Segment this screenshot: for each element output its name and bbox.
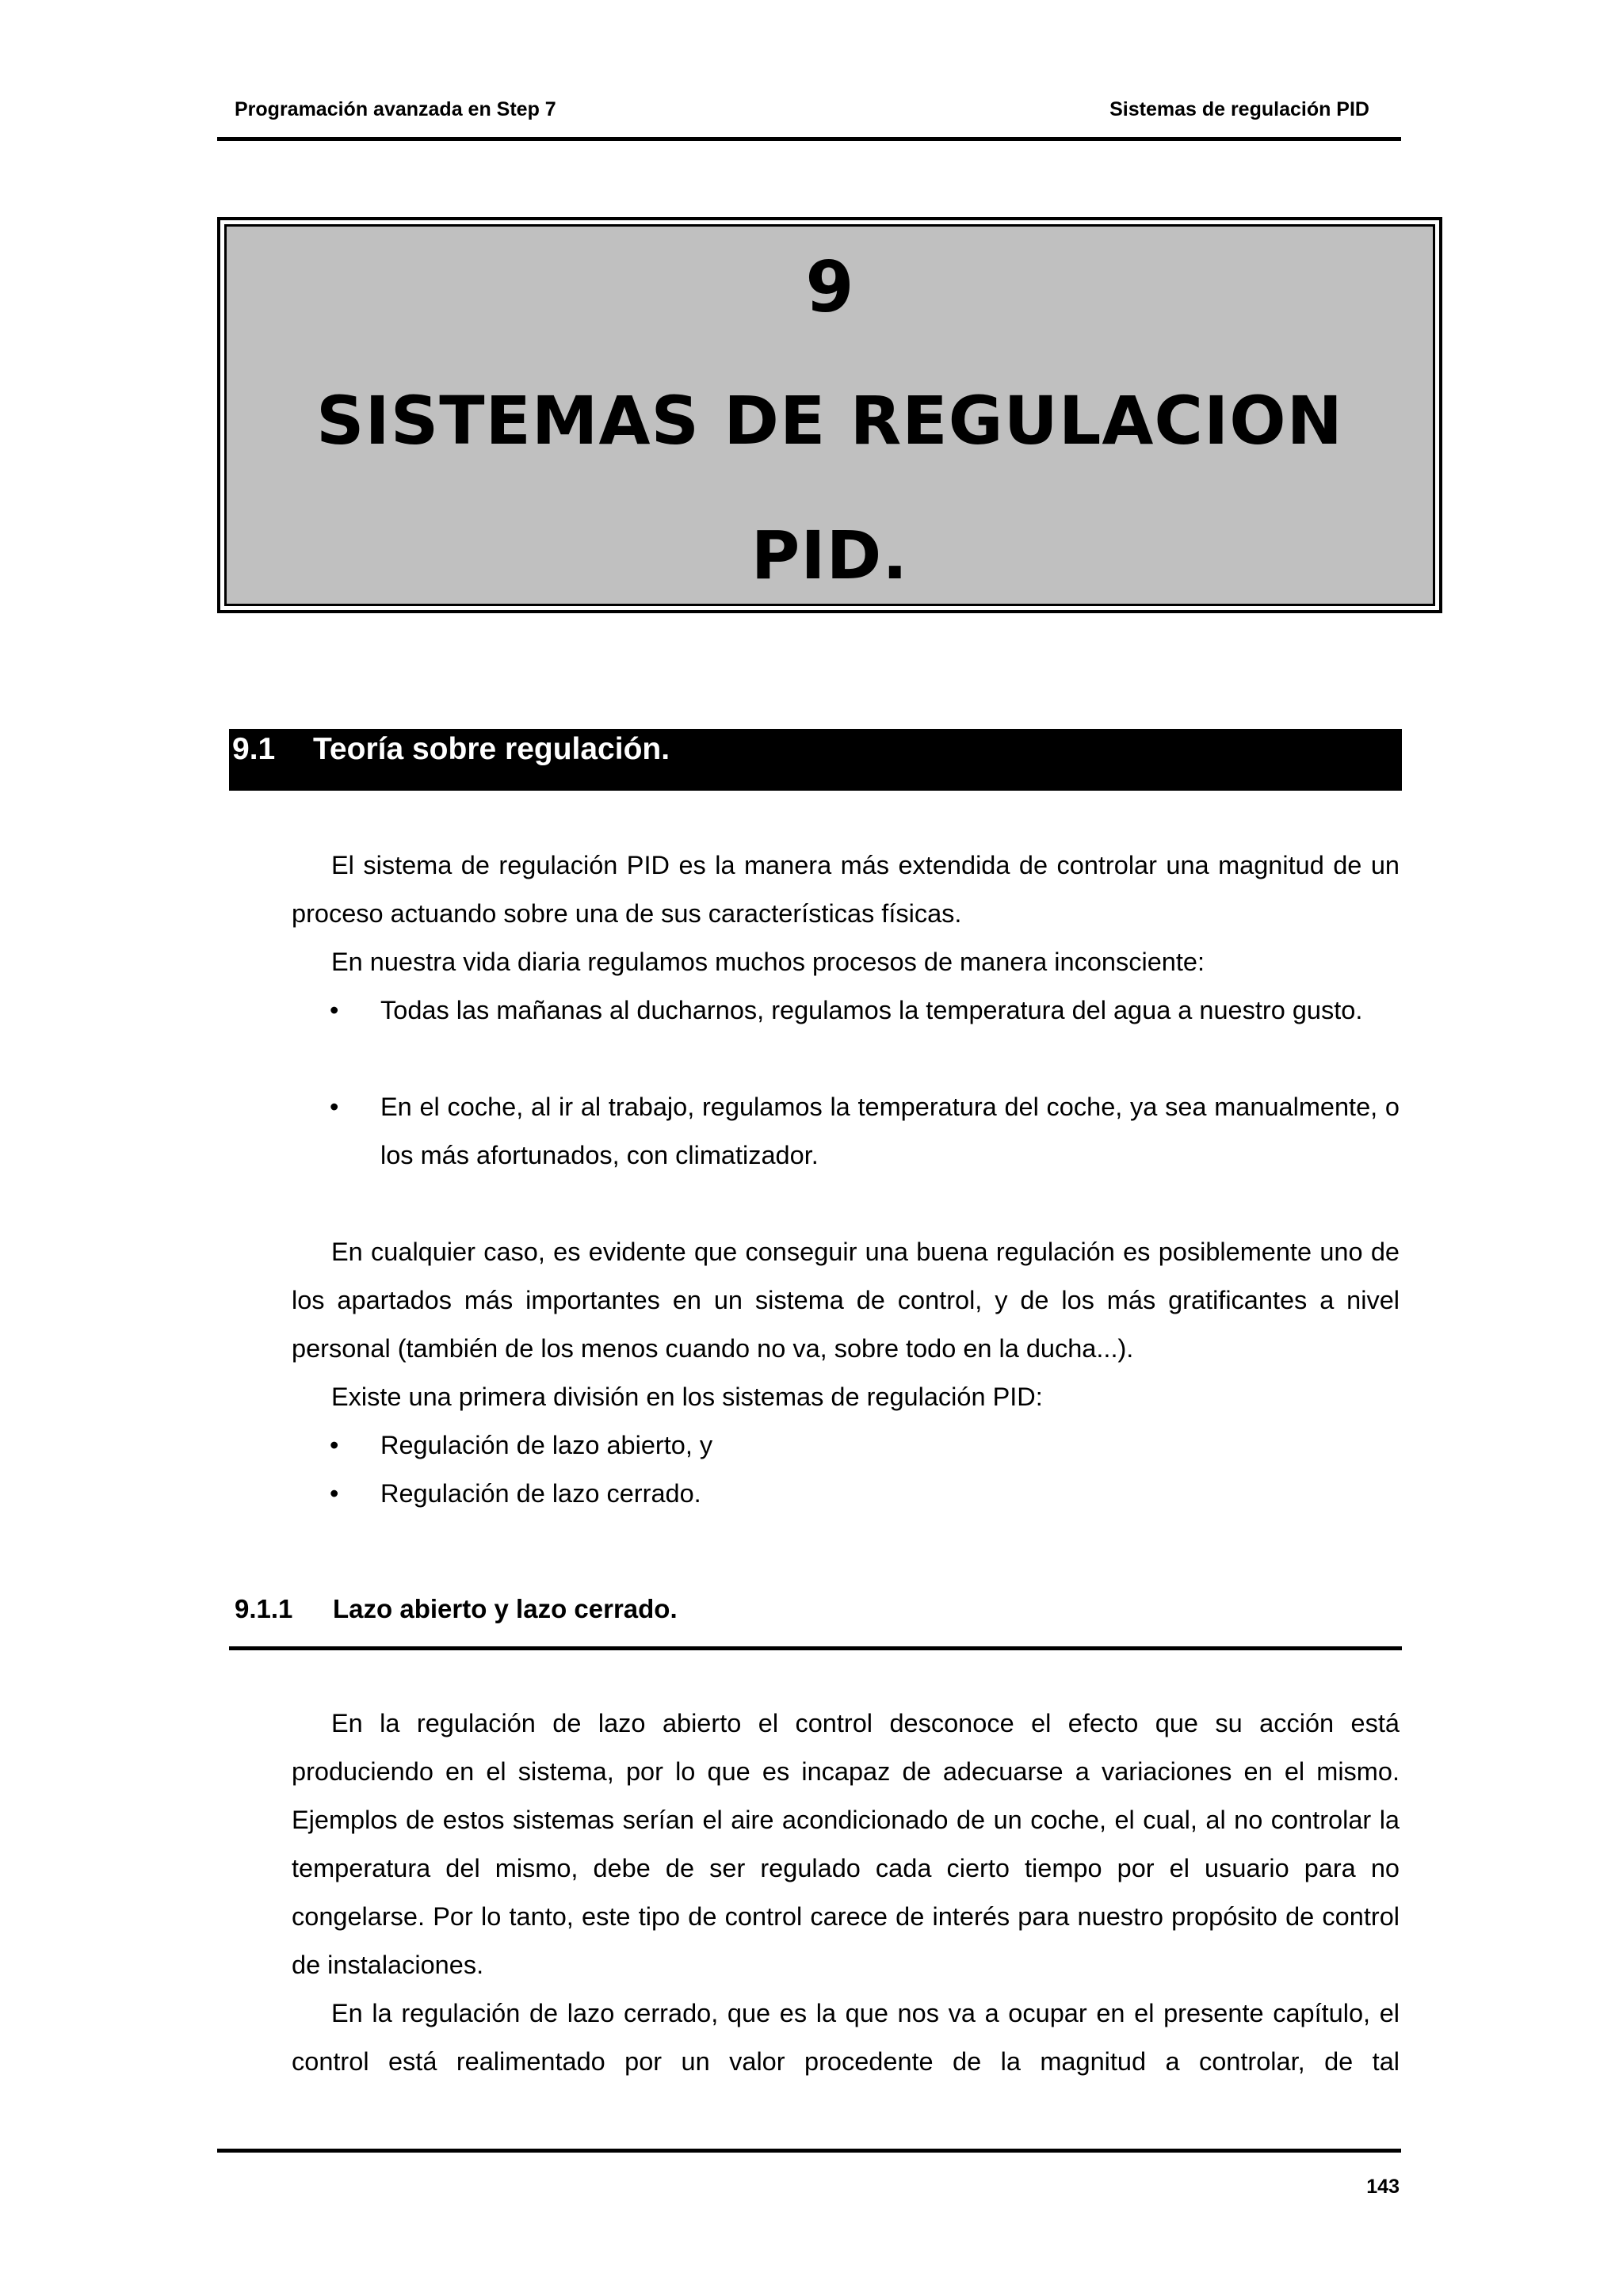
intro-paragraph-1: El sistema de regulación PID es la manera más extendida de controlar una magnitud de un proceso actuando sobre una de sus características físicas. xyxy=(292,851,1400,928)
chapter-title-inner xyxy=(224,224,1435,606)
intro-paragraph-3: En cualquier caso, es evidente que conseguir una buena regulación es posiblemente uno de los apartados más importantes en un sistema de control, y de los más gratificantes a nivel personal (también de los menos cuando no va, sobre todo en la ducha...). xyxy=(292,1238,1400,1363)
chapter-title-line-2: PID. xyxy=(750,517,909,594)
chapter-number: 9 xyxy=(805,246,854,328)
chapter-title-box xyxy=(217,217,1442,613)
bullet-item xyxy=(330,1083,1400,1180)
bullet-icon: • xyxy=(330,1431,339,1459)
running-header-right: Sistemas de regulación PID xyxy=(1109,98,1369,120)
bullet-icon: • xyxy=(330,996,339,1024)
running-header-left: Programación avanzada en Step 7 xyxy=(235,98,556,120)
header-rule xyxy=(217,137,1401,141)
section-number: 9.1 xyxy=(232,732,276,766)
bullet-item xyxy=(330,1421,1400,1470)
subsection-title: Lazo abierto y lazo cerrado. xyxy=(333,1594,678,1623)
bullet-text: Todas las mañanas al ducharnos, regulamos la temperatura del agua a nuestro gusto. xyxy=(380,996,1363,1024)
section-heading-bar xyxy=(229,729,1402,791)
bullet-item xyxy=(330,1470,1400,1518)
bullet-item xyxy=(330,986,1400,1035)
bullet-icon: • xyxy=(330,1479,339,1508)
bullet-text: Regulación de lazo cerrado. xyxy=(380,1479,701,1508)
page-number: 143 xyxy=(1366,2176,1400,2198)
bullet-icon: • xyxy=(330,1093,339,1121)
intro-paragraph-4: Existe una primera división en los sistemas de regulación PID: xyxy=(331,1383,1043,1411)
bullet-text: Regulación de lazo abierto, y xyxy=(380,1431,713,1459)
intro-paragraph-2: En nuestra vida diaria regulamos muchos procesos de manera inconsciente: xyxy=(331,948,1205,976)
footer-rule xyxy=(217,2149,1401,2153)
subsection-number: 9.1.1 xyxy=(235,1594,293,1623)
body-paragraph-2: En la regulación de lazo cerrado, que es la que nos va a ocupar en el presente capítulo, el control está realimentado por un valor procedente de la magnitud a controlar, de tal xyxy=(292,1999,1400,2076)
body-paragraph-1: En la regulación de lazo abierto el control desconoce el efecto que su acción está produciendo en el sistema, por lo que es incapaz de adecuarse a variaciones en el mismo. Ejemplos de estos sistemas serían el aire acondicionado de un coche, el cual, al no controlar la temperatura del mismo, debe de ser regulado cada cierto tiempo por el usuario para no congelarse. Por lo tanto, este tipo de control carece de interés para nuestro propósito de control de instalaciones. xyxy=(292,1709,1400,1979)
section-title: Teoría sobre regulación. xyxy=(313,732,670,766)
subsection-rule xyxy=(229,1646,1402,1650)
chapter-title-line-1: SISTEMAS DE REGULACION xyxy=(316,382,1343,460)
bullet-text: En el coche, al ir al trabajo, regulamos la temperatura del coche, ya sea manualmente, o los más afortunados, con climatizador. xyxy=(380,1093,1400,1169)
